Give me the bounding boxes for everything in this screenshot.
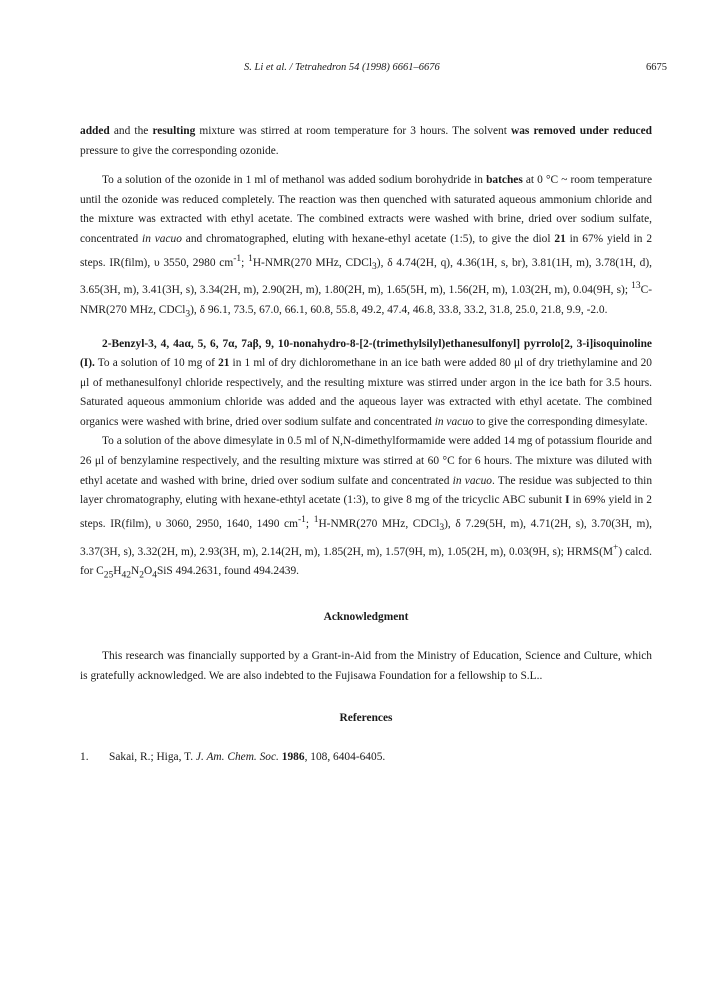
- text-run: O: [143, 564, 153, 577]
- text-run: H-NMR(270 MHz, CDCl: [252, 256, 373, 269]
- text-run: batches: [486, 174, 523, 187]
- text-run: in vacuo: [452, 474, 492, 487]
- acknowledgment-heading: Acknowledgment: [323, 610, 409, 623]
- text-run: 25: [103, 570, 114, 581]
- text-run: and chromatographed, eluting with hexane-ethyl acetate (1:5), to give the diol: [181, 232, 555, 245]
- reference-journal: J. Am. Chem. Soc.: [195, 751, 279, 764]
- compound-number: I: [565, 494, 570, 507]
- paragraph-compound-I: [80, 335, 652, 433]
- paragraph-ozonide-formation: [80, 122, 652, 161]
- text-run: at 0 °C ~ room temperature until the ozonide was reduced completely. The reaction was then quenched with saturated aqueous ammonium chloride and the mixture was extracted with ethyl acetate. The combined extracts were washed with brine, dried over sodium sulfate, concentrated: [80, 174, 653, 245]
- text-run: ), δ 96.1, 73.5, 67.0, 66.1, 60.8, 55.8, 49.2, 47.4, 46.8, 33.8, 33.2, 31.8, 25.0, 21.8, 9.9, -2.0.: [190, 303, 608, 316]
- text-run: SiS 494.2631, found 494.2439.: [156, 564, 300, 577]
- text-run: To a solution of the above dimesylate in 0.5 ml of N,N-dimethylformamide were added 14 mg of potassium flouride and 26 μl of benzylamine respectively, and the resulting mixture was stirred at 60 °C for 6 hours. The mixture was diluted with ethyl acetate and washed with brine, dried over sodium sulfate and concentrated: [80, 435, 652, 487]
- text-run: in vacuo: [142, 232, 182, 245]
- text-run: ), δ 7.29(5H, m), 4.71(2H, s), 3.70(3H, m), 3.37(3H, s), 3.32(2H, m), 2.93(3H, m), 2.14(2H, m), 1.85(2H, m), 1.57(9H, m), 1.05(2H, m), 0.03(9H, s); HRMS(M: [80, 517, 653, 558]
- text-run: 13: [631, 281, 641, 292]
- compound-number: 21: [554, 232, 566, 245]
- text-run: added: [80, 125, 110, 137]
- acknowledgment-text: This research was financially supported by a Grant-in-Aid from the Ministry of Education, Science and Culture, which is gratefully acknowledged. We are also indebted to the Fujisawa Foundation for a fellowship to S.L..: [80, 650, 652, 682]
- paragraph-dimesylate: [80, 432, 652, 585]
- text-run: was removed under: [511, 125, 609, 137]
- text-run: mixture was stirred at room temperature for 3 hours. The solvent: [195, 125, 511, 137]
- compound-number: 21: [218, 357, 230, 370]
- text-run: C-NMR(270 MHz, CDCl: [80, 284, 652, 316]
- article-body: [80, 122, 652, 768]
- references-heading: References: [339, 711, 393, 724]
- text-run: in 1 ml of dry dichloromethane in an ice bath were added 80 μl of dry triethylamine and 20 μl of methanesulfonyl chloride respectively, and the resulting mixture was stirred under argon in the ice bath for 3.5 hours. Saturated aqueous ammonium chloride was added and the aqueous layer was extracted with ethyl acetate. The combined organics were washed with brine, dried over sodium sulfate and concentrated: [80, 357, 652, 428]
- running-head: S. Li et al. / Tetrahedron 54 (1998) 6661–6676: [244, 62, 440, 73]
- text-run: in 67% yield in 2 steps. IR(film), υ 3550, 2980 cm: [80, 232, 653, 269]
- text-run: 42: [121, 570, 131, 581]
- text-run: ), δ 4.74(2H, q), 4.36(1H, s, br), 3.81(1H, m), 3.78(1H, d), 3.65(3H, m), 3.41(3H, s), 3.34(2H, m), 2.90(2H, m), 1.80(2H, m), 1.65(5H, m), 1.56(2H, m), 1.03(2H, m), 0.04(9H, s);: [80, 256, 652, 297]
- text-run: pressure to give the corresponding ozonide.: [80, 144, 279, 157]
- text-run: To a solution of the ozonide in 1 ml of methanol was added sodium borohydride in: [102, 174, 487, 187]
- text-run: -1: [297, 514, 306, 525]
- text-run: ;: [241, 256, 249, 269]
- text-run: in 69% yield in 2 steps. IR(film), υ 3060, 2950, 1640, 1490 cm: [80, 494, 652, 530]
- text-run: +: [613, 542, 619, 553]
- text-run: H: [113, 564, 122, 577]
- text-run: to give the corresponding dimesylate.: [473, 415, 648, 428]
- text-run: ;: [305, 517, 314, 530]
- text-run: 2: [139, 570, 144, 581]
- page-header: [0, 62, 720, 82]
- reference-item: [80, 748, 652, 768]
- reference-number: 1.: [80, 751, 89, 764]
- reference-authors: Sakai, R.; Higa, T.: [109, 751, 194, 764]
- text-run: reduced: [612, 125, 652, 137]
- text-run: 1: [313, 514, 319, 525]
- text-run: 3: [439, 522, 445, 533]
- paragraph-diol-synthesis: [80, 171, 652, 324]
- text-run: in vacuo: [434, 415, 474, 428]
- reference-text: [109, 748, 385, 768]
- text-run: To a solution of 10 mg of: [94, 357, 219, 370]
- text-run: 3: [372, 261, 377, 272]
- compound-title: 2-Benzyl-3, 4, 4aα, 5, 6, 7α, 7aβ, 9, 10-nonahydro-8-[2-(trimethylsilyl)ethanesulfonyl] pyrrolo[2, 3-i]isoquinoline (I).: [80, 337, 652, 370]
- page-number: 6675: [646, 62, 667, 73]
- reference-year: 1986: [281, 751, 305, 764]
- text-run: resulting: [152, 125, 196, 137]
- text-run: 4: [152, 570, 157, 581]
- text-run: N: [130, 564, 140, 577]
- text-run: H-NMR(270 MHz, CDCl: [318, 517, 440, 530]
- text-run: ) calcd. for C: [80, 545, 652, 577]
- text-run: 3: [185, 308, 191, 319]
- text-run: 1: [248, 253, 253, 264]
- text-run: and the: [109, 125, 153, 137]
- text-run: . The residue was subjected to thin layer chromatography, eluting with hexane-ethtyl acetate (1:3), to give 8 mg of the tricyclic ABC subunit: [80, 474, 653, 507]
- reference-details: , 108, 6404-6405.: [304, 751, 386, 764]
- text-run: -1: [233, 253, 242, 264]
